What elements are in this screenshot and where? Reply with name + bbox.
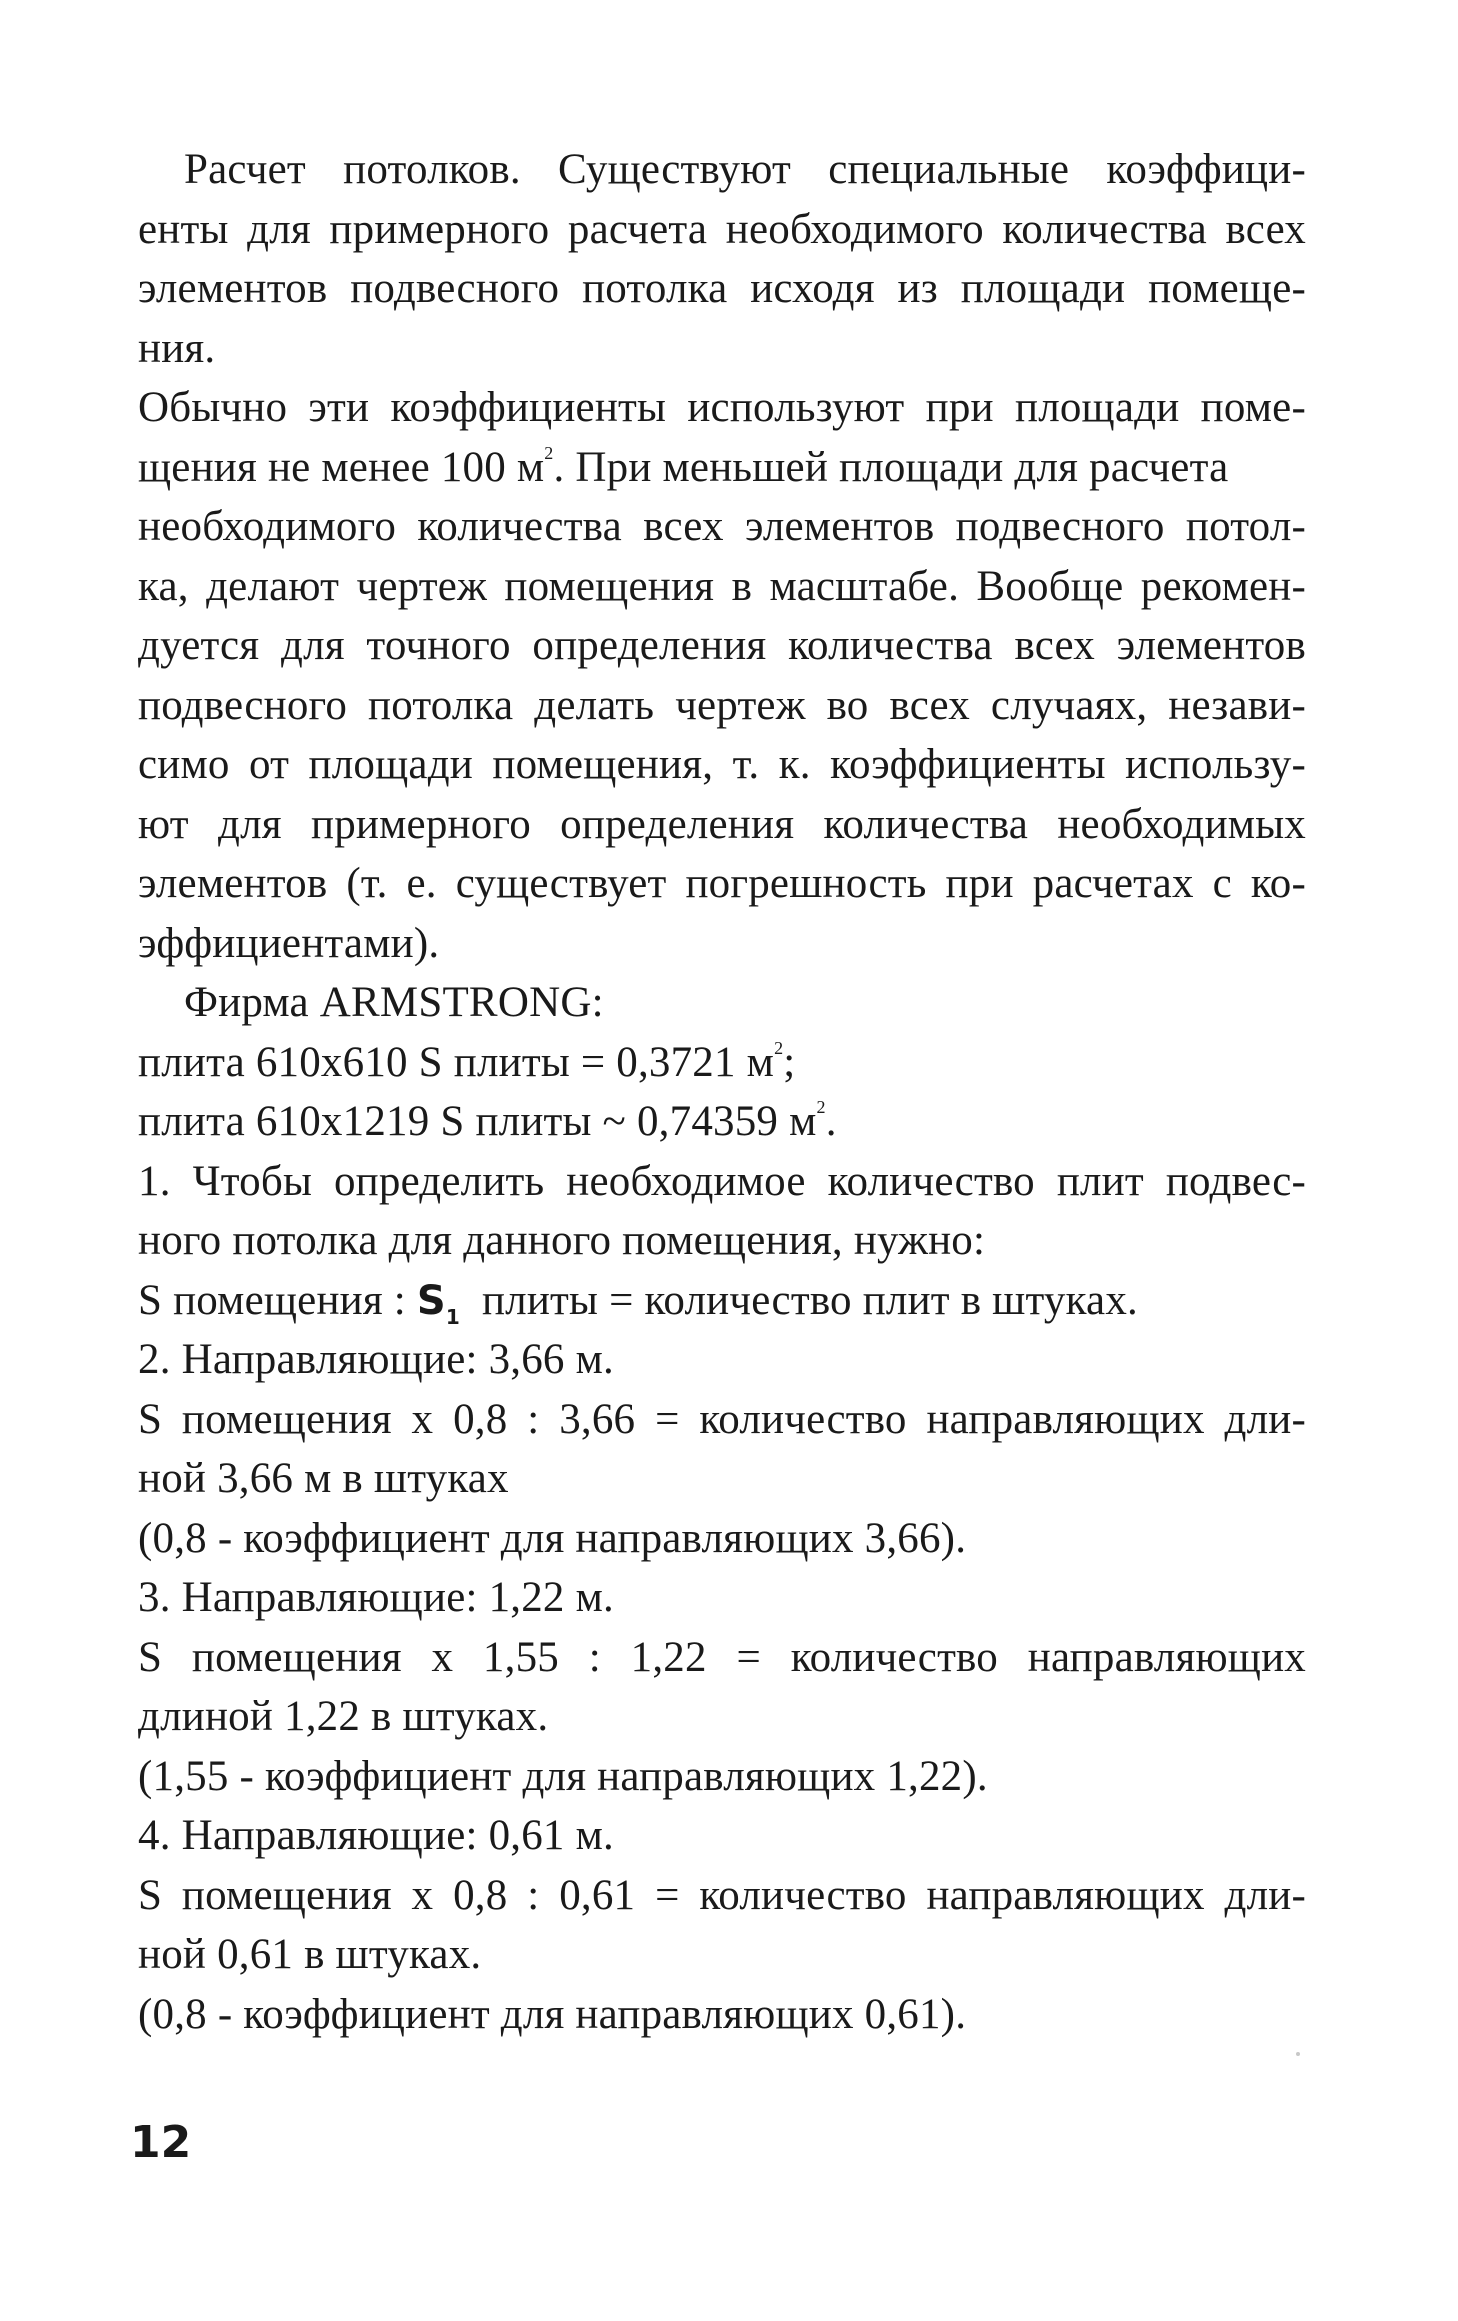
text-fragment: .: [825, 1098, 837, 1145]
text-line: енты для примерного расчета необходимого количества всех: [138, 205, 1306, 253]
print-speck: [1296, 2052, 1300, 2056]
text-line: ют для примерного определения количества необходимых: [138, 800, 1306, 848]
text-line: 1. Чтобы определить необходимое количество плит подвес-: [138, 1157, 1306, 1205]
text-line: элементов подвесного потолка исходя из площади помеще-: [138, 265, 1306, 312]
text-fragment: S помещения :: [138, 1276, 406, 1324]
text-line: эффициентами).: [138, 919, 440, 967]
superscript: 2: [544, 442, 554, 463]
text-line: 3. Направляющие: 1,22 м.: [138, 1574, 614, 1621]
text-fragment: . При меньшей площади для расчета: [553, 443, 1229, 491]
text-line: [138, 1033, 1306, 1093]
text-line: [138, 1092, 1306, 1152]
text-line: Обычно эти коэффициенты используют при площади поме-: [138, 384, 1306, 431]
text-line: ной 3,66 м в штуках: [138, 1455, 509, 1502]
text-line: S помещения x 0,8 : 3,66 = количество направляющих дли-: [138, 1395, 1306, 1443]
superscript: 2: [816, 1097, 826, 1117]
text-line: необходимого количества всех элементов подвесного потол-: [138, 503, 1306, 550]
text-fragment: плита 610x1219 S плиты ~ 0,74359 м: [138, 1098, 817, 1145]
text-fragment: плиты = количество плит в штуках.: [481, 1276, 1138, 1324]
subscript: 1: [445, 1304, 461, 1329]
text-line: 4. Направляющие: 0,61 м.: [138, 1812, 614, 1859]
text-line: [138, 1271, 1306, 1331]
text-line: Фирма ARMSTRONG:: [184, 979, 604, 1026]
text-line: ной 0,61 в штуках.: [138, 1931, 482, 1978]
text-line: S помещения x 0,8 : 0,61 = количество направляющих дли-: [138, 1871, 1306, 1919]
text-line: элементов (т. е. существует погрешность при расчетах с ко-: [138, 860, 1306, 907]
text-line: подвесного потолка делать чертеж во всех случаях, незави-: [138, 681, 1306, 729]
text-line: S помещения x 1,55 : 1,22 = количество направляющих: [138, 1633, 1306, 1681]
text-fragment: щения не менее 100 м: [138, 443, 545, 491]
text-line: [138, 438, 1306, 498]
text-line: ного потолка для данного помещения, нужно:: [138, 1217, 986, 1264]
text-line: (0,8 - коэффициент для направляющих 0,61).: [138, 1990, 967, 2038]
page-body-text: [138, 140, 1306, 2044]
page-number: 12: [130, 2117, 192, 2168]
text-fragment: ;: [783, 1038, 796, 1086]
text-line: (1,55 - коэффициент для направляющих 1,22).: [138, 1752, 988, 1800]
text-line: ния.: [138, 324, 216, 372]
text-fragment: плита 610x610 S плиты = 0,3721 м: [138, 1038, 775, 1086]
text-line: дуется для точного определения количества всех элементов: [138, 622, 1306, 669]
text-line: симо от площади помещения, т. к. коэффициенты использу-: [138, 741, 1306, 788]
text-line: (0,8 - коэффициент для направляющих 3,66).: [138, 1514, 967, 1562]
text-line: длиной 1,22 в штуках.: [138, 1693, 549, 1740]
s1-letter: S: [416, 1277, 446, 1324]
text-line: 2. Направляющие: 3,66 м.: [138, 1336, 614, 1383]
superscript: 2: [774, 1037, 784, 1058]
s1-symbol: [416, 1277, 461, 1329]
text-line: Расчет потолков. Существуют специальные коэффици-: [184, 146, 1306, 193]
text-line: ка, делают чертеж помещения в масштабе. Вообще рекомен-: [138, 562, 1306, 610]
